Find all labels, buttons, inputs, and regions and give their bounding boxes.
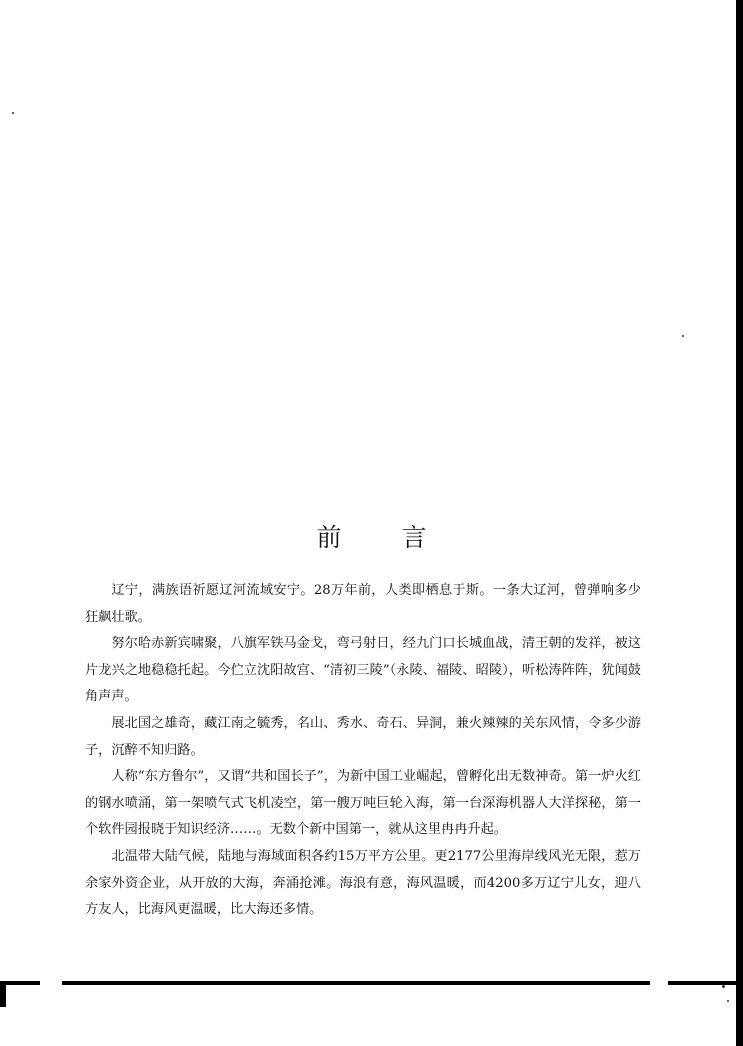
scan-speck	[727, 1000, 729, 1002]
page-title: 前 言	[316, 523, 453, 552]
bottom-rule-corner	[0, 981, 6, 1007]
paragraph: 努尔哈赤新宾啸聚，八旗军铁马金戈，弯弓射日，经九门口长城血战，清王朝的发祥，被这片龙兴之地稳稳托起。今伫立沈阳故宫、“清初三陵”（永陵、福陵、昭陵），听松涛阵阵，犹闻鼓角声声。	[85, 636, 641, 705]
scan-speck	[682, 335, 684, 337]
preface-body	[85, 578, 641, 924]
paragraph: 辽宁，满族语祈愿辽河流域安宁。28万年前，人类即栖息于斯。一条大辽河，曾弹响多少狂飙壮歌。	[85, 583, 641, 625]
paragraph: 北温带大陆气候，陆地与海域面积各约15万平方公里。更2177公里海岸线风光无限，惹万余家外资企业，从开放的大海，奔涌抢滩。海浪有意，海风温暖，而4200多万辽宁儿女，迎八方友人，比海风更温暖，比大海还多情。	[85, 848, 641, 918]
scan-speck	[12, 112, 14, 114]
bottom-rule-gap	[40, 981, 62, 985]
bottom-rule	[0, 981, 736, 985]
paragraph: 展北国之雄奇，藏江南之毓秀，名山、秀水、奇石、异洞，兼火辣辣的关东风情，令多少游子，沉醉不知归路。	[85, 715, 641, 758]
bottom-rule-gap	[650, 981, 668, 985]
scan-speck	[722, 985, 725, 988]
paragraph: 人称“东方鲁尔”，又谓“共和国长子”，为新中国工业崛起，曾孵化出无数神奇。第一炉火红的钢水喷涌，第一架喷气式飞机凌空，第一艘万吨巨轮入海，第一台深海机器人大洋探秘，第一个软件园报晓于知识经济……。无数个新中国第一，就从这里冉冉升起。	[85, 769, 641, 838]
